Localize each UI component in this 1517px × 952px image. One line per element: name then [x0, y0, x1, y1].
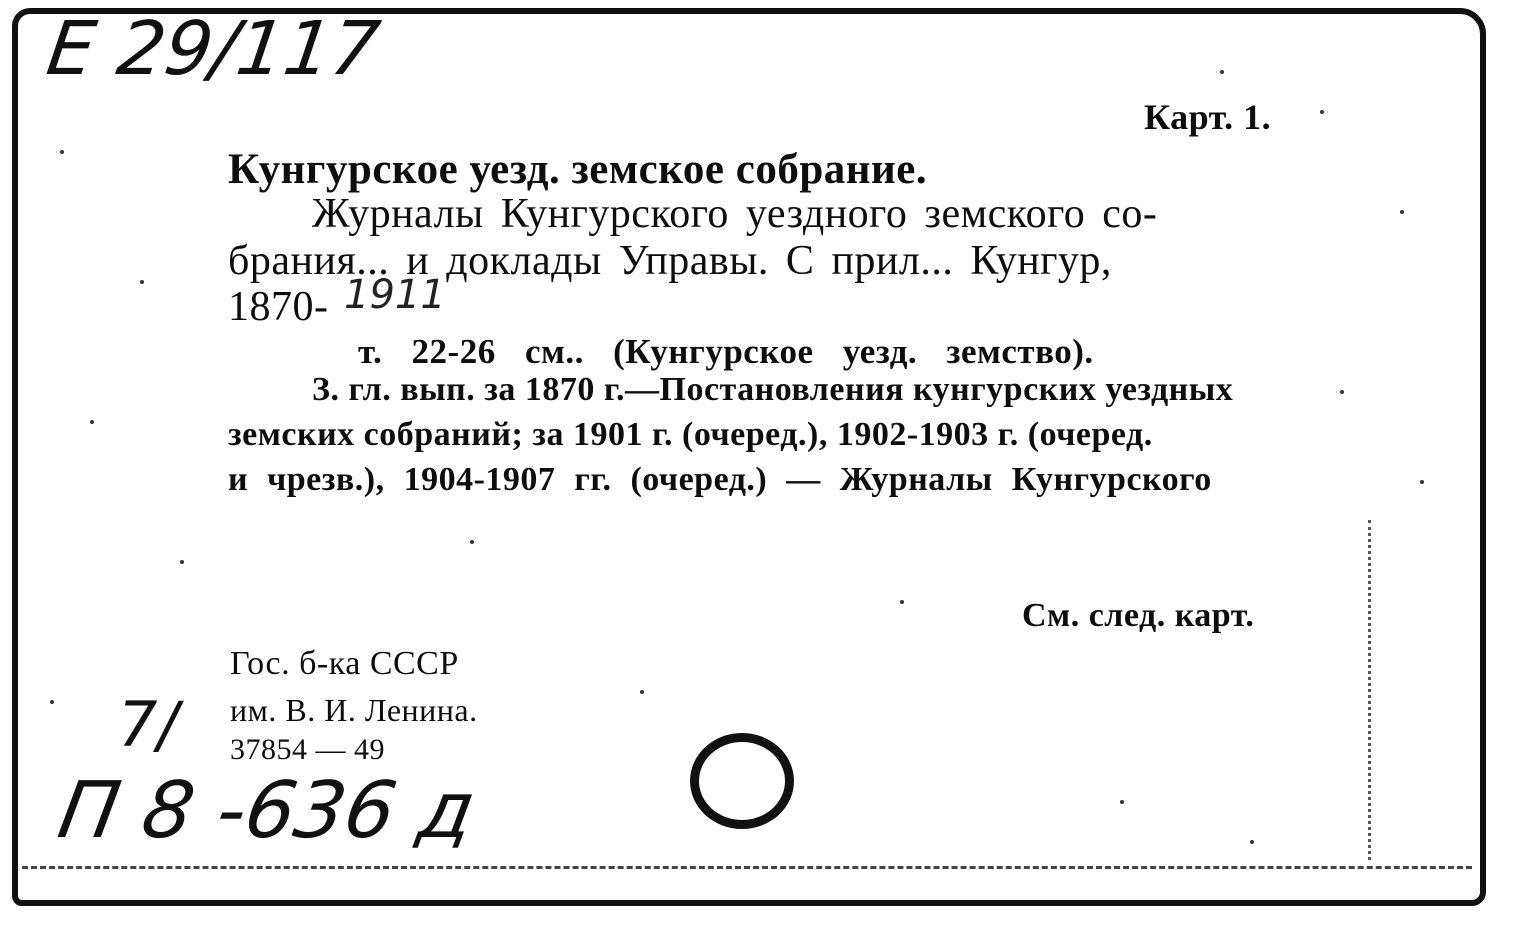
right-dotted-rule	[1368, 520, 1371, 860]
scan-speck	[90, 420, 94, 424]
scan-speck	[140, 280, 144, 284]
scan-speck	[470, 540, 474, 544]
library-line-2: им. В. И. Ленина.	[230, 692, 478, 728]
scan-speck	[1420, 480, 1424, 484]
scan-speck	[1250, 840, 1254, 844]
scan-speck	[1220, 70, 1224, 74]
card-number: Карт. 1.	[1144, 97, 1272, 137]
title-line-1: Журналы Кунгурского уездного земского со-	[312, 191, 1158, 237]
library-line-1: Гос. б-ка СССР	[230, 645, 459, 682]
continued-note: См. след. карт.	[1022, 597, 1255, 634]
note-line-3: и чрезв.), 1904-1907 гг. (очеред.) — Журналы Кунгурского	[228, 461, 1212, 498]
title-line-3: 1870-	[228, 284, 329, 330]
scan-speck	[180, 560, 184, 564]
margin-mark: 7/	[118, 688, 179, 761]
scan-speck	[640, 690, 644, 694]
card-heading: Кунгурское уезд. земское собрание.	[228, 146, 928, 193]
punch-hole-circle	[690, 733, 794, 829]
scan-speck	[1400, 210, 1404, 214]
scan-speck	[1340, 390, 1344, 394]
handwritten-year: 1911	[344, 272, 446, 318]
bottom-dashed-rule	[22, 866, 1472, 869]
note-line-1: З. гл. вып. за 1870 г.—Постановления кунгурских уездных	[312, 371, 1234, 408]
title-line-2: брания... и доклады Управы. С прил... Кунгур,	[228, 238, 1112, 284]
note-line-2: земских собраний; за 1901 г. (очеред.), 1902-1903 г. (очеред.	[228, 416, 1153, 453]
scan-speck	[1320, 110, 1324, 114]
scan-speck	[900, 600, 904, 604]
bottom-shelfmark: П 8 -636 д	[52, 766, 482, 856]
scan-speck	[1120, 800, 1124, 804]
scan-speck	[50, 700, 54, 704]
pages-line: т. 22-26 см.. (Кунгурское уезд. земство).	[358, 332, 1094, 371]
top-left-shelfmark: Е 29/117	[41, 6, 385, 92]
library-line-3: 37854 — 49	[230, 733, 385, 766]
scan-speck	[60, 150, 64, 154]
